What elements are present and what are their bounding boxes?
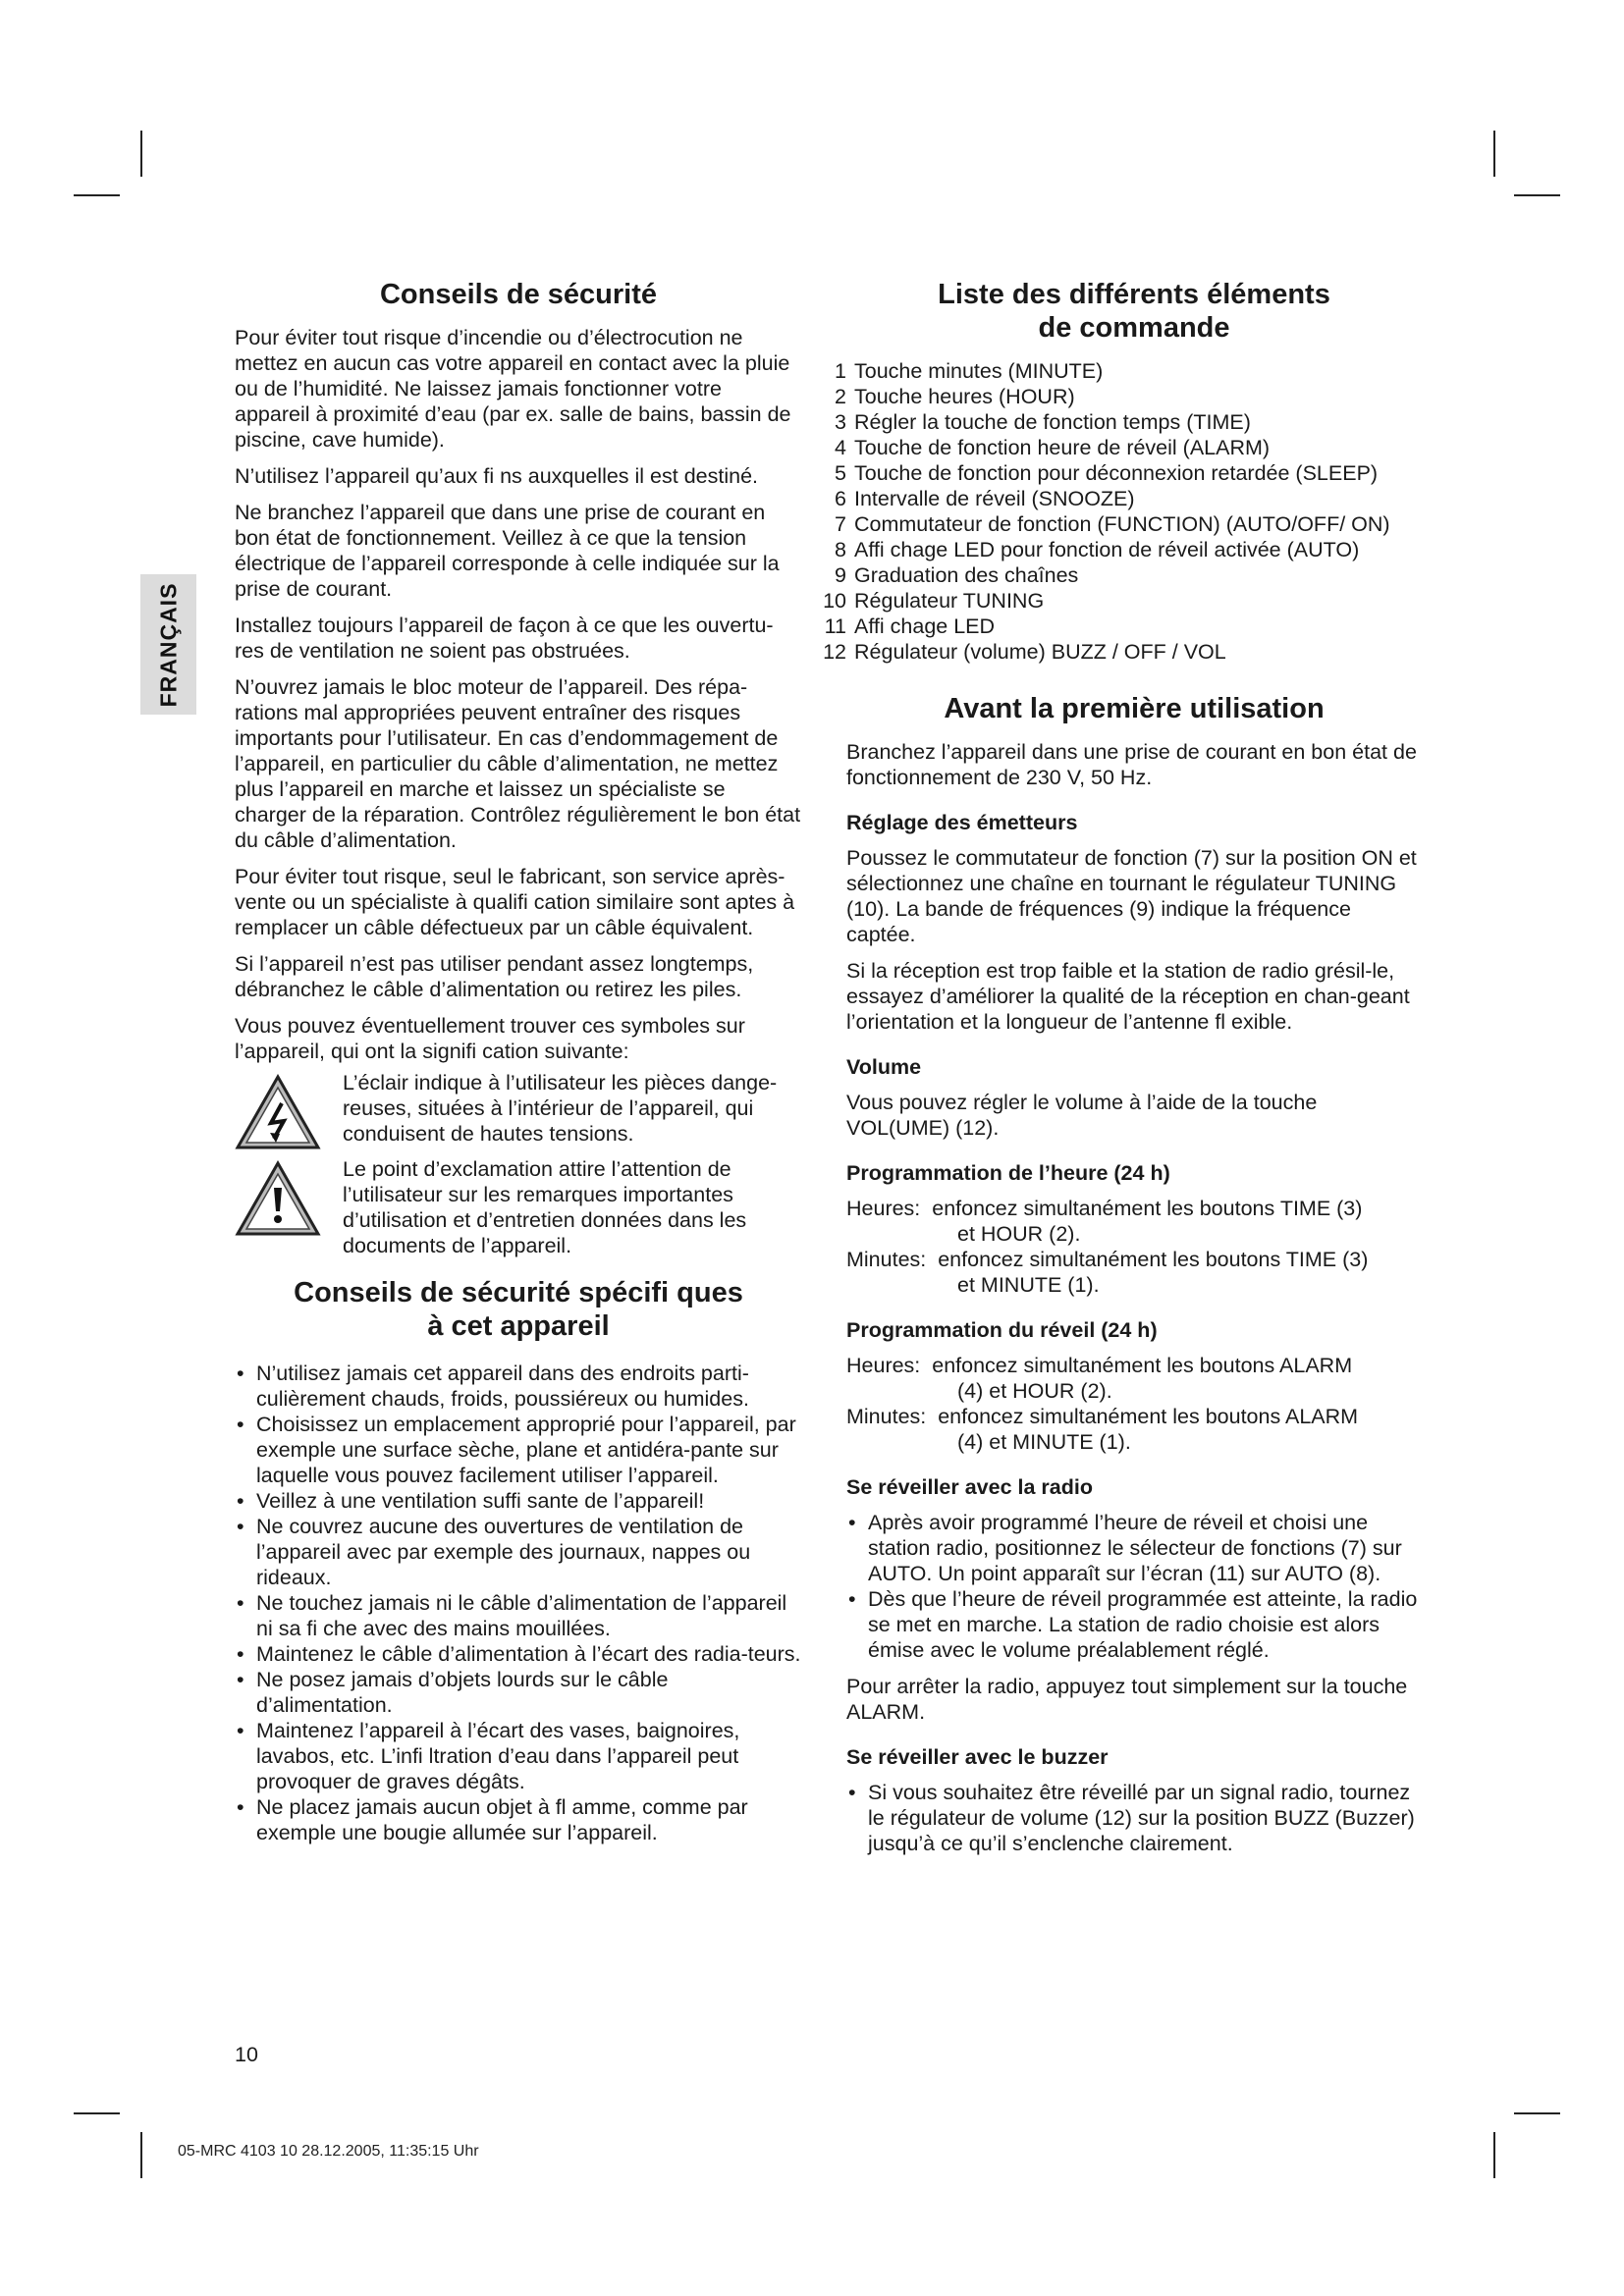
- list-item: 1 Touche minutes (MINUTE): [835, 359, 1104, 383]
- page-number: 10: [235, 2043, 258, 2066]
- specific-safety-title: [235, 1276, 802, 1343]
- list-item: • Veillez à une ventilation suffi sante de l’appareil!: [235, 1488, 802, 1514]
- language-tab: [140, 574, 196, 715]
- list-item: • Si vous souhaitez être réveillé par un signal radio, tournez le régulateur de volume (12) sur la position BUZZ (Buzzer) jusqu’à ce qu’il s’enclenche clairement.: [846, 1780, 1422, 1856]
- time-hours-row: Heures: enfoncez simultanément les boutons TIME (3) et HOUR (2).: [846, 1197, 1363, 1246]
- specific-safety-title-line2: à cet appareil: [427, 1310, 610, 1342]
- lightning-warning-icon: [235, 1074, 321, 1150]
- safety-paragraph: Pour éviter tout risque, seul le fabricant, son service après-vente ou un spécialiste à qualifi cation similaire sont aptes à remplacer un câble défectueux par un câble équivalent.: [235, 865, 795, 939]
- tuning-paragraph: Si la réception est trop faible et la station de radio grésil-le, essayez d’améliorer la qualité de la réception en chan-geant l’orientation et la longueur de l’antenne fl exible.: [846, 959, 1410, 1034]
- safety-paragraph: N’ouvrez jamais le bloc moteur de l’appareil. Des répa-rations mal appropriées peuvent entraîner des risques importants pour l’utilisateur. En cas d’endommagement de l’appareil, en particulier du câble d’alimentation, ne mettez plus l’appareil en marche et laissez un spécialiste se charger de la réparation. Contrôlez régulièrement le bon état du câble d’alimentation.: [235, 675, 801, 852]
- volume-paragraph: Vous pouvez régler le volume à l’aide de la touche VOL(UME) (12).: [846, 1091, 1318, 1140]
- crop-mark: [1514, 194, 1560, 196]
- safety-paragraph: Vous pouvez éventuellement trouver ces symboles sur l’appareil, qui ont la signifi cation suivante:: [235, 1014, 745, 1063]
- tuning-heading: Réglage des émetteurs: [846, 811, 1078, 834]
- lightning-symbol-row: [235, 1070, 802, 1150]
- crop-mark: [140, 131, 142, 177]
- alarm-hours-row: Heures: enfoncez simultanément les boutons ALARM (4) et HOUR (2).: [846, 1354, 1353, 1403]
- safety-title: Conseils de sécurité: [379, 279, 658, 310]
- crop-mark: [1493, 131, 1495, 177]
- list-item: • Choisissez un emplacement approprié pour l’appareil, par exemple une surface sèche, plane et antidéra-pante sur laquelle vous pouvez facilement utiliser l’appareil.: [235, 1412, 802, 1488]
- exclamation-warning-icon: [235, 1160, 321, 1237]
- intro-paragraph: Branchez l’appareil dans une prise de courant en bon état de fonctionnement de 230 V, 50 Hz.: [846, 740, 1417, 789]
- controls-title-line2: de commande: [1038, 312, 1230, 344]
- crop-mark: [1514, 2112, 1560, 2114]
- list-item: 7 Commutateur de fonction (FUNCTION) (AUTO/OFF/ ON): [835, 512, 1390, 536]
- list-item: 3 Régler la touche de fonction temps (TIME): [835, 410, 1251, 434]
- controls-list: [817, 358, 1422, 665]
- list-item: 12 Régulateur (volume) BUZZ / OFF / VOL: [823, 640, 1226, 664]
- list-item: 4 Touche de fonction heure de réveil (ALARM): [835, 436, 1271, 459]
- exclamation-symbol-row: [235, 1156, 802, 1258]
- safety-paragraph: Installez toujours l’appareil de façon à ce que les ouvertu-res de ventilation ne soient pas obstruées.: [235, 614, 774, 663]
- alarm-minutes-row: Minutes: enfoncez simultanément les boutons ALARM (4) et MINUTE (1).: [846, 1405, 1359, 1454]
- language-tab-label: FRANÇAIS: [155, 582, 181, 707]
- list-item: • Ne couvrez aucune des ouvertures de ventilation de l’appareil avec par exemple des journaux, nappes ou rideaux.: [235, 1514, 802, 1590]
- crop-mark: [74, 194, 120, 196]
- list-item: 10 Régulateur TUNING: [823, 589, 1045, 613]
- safety-paragraph: Ne branchez l’appareil que dans une prise de courant en bon état de fonctionnement. Veillez à ce que la tension électrique de l’appareil corresponde à celle indiquée sur la prise de courant.: [235, 501, 780, 601]
- alarm-setting-heading: Programmation du réveil (24 h): [846, 1318, 1158, 1342]
- right-column: [823, 278, 1422, 1856]
- radio-wake-heading: Se réveiller avec la radio: [846, 1475, 1093, 1499]
- list-item: • Maintenez l’appareil à l’écart des vases, baignoires, lavabos, etc. L’infi ltration d’eau dans l’appareil peut provoquer de graves dégâts.: [235, 1718, 802, 1794]
- safety-paragraph: Pour éviter tout risque d’incendie ou d’électrocution ne mettez en aucun cas votre appareil en contact avec la pluie ou de l’humidité. Ne laissez jamais fonctionner votre appareil à proximité d’eau (par ex. salle de bains, bassin de piscine, cave humide).: [235, 326, 791, 452]
- list-item: • Maintenez le câble d’alimentation à l’écart des radia-teurs.: [235, 1641, 802, 1667]
- tuning-paragraph: Poussez le commutateur de fonction (7) sur la position ON et sélectionnez une chaîne en tournant le régulateur TUNING (10). La bande de fréquences (9) indique la fréquence captée.: [846, 846, 1417, 946]
- volume-heading: Volume: [846, 1055, 922, 1079]
- exclamation-symbol-text: Le point d’exclamation attire l’attention de l’utilisateur sur les remarques importantes d’utilisation et d’entretien données dans les documents de l’appareil.: [343, 1157, 747, 1257]
- print-footer: 05-MRC 4103 10 28.12.2005, 11:35:15 Uhr: [178, 2143, 479, 2160]
- buzzer-wake-heading: Se réveiller avec le buzzer: [846, 1745, 1109, 1769]
- list-item: • N’utilisez jamais cet appareil dans des endroits parti-culièrement chauds, froids, poussiéreux ou humides.: [235, 1361, 802, 1412]
- list-item: • Ne touchez jamais ni le câble d’alimentation de l’appareil ni sa fi che avec des mains mouillées.: [235, 1590, 802, 1641]
- crop-mark: [140, 2132, 142, 2178]
- list-item: • Dès que l’heure de réveil programmée est atteinte, la radio se met en marche. La station de radio choisie est alors émise avec le volume préalablement réglé.: [846, 1586, 1422, 1663]
- list-item: 9 Graduation des chaînes: [835, 563, 1079, 587]
- radio-stop-paragraph: Pour arrêter la radio, appuyez tout simplement sur la touche ALARM.: [846, 1675, 1408, 1724]
- list-item: • Ne placez jamais aucun objet à fl amme, comme par exemple une bougie allumée sur l’appareil.: [235, 1794, 802, 1845]
- specific-safety-title-line1: Conseils de sécurité spécifi ques: [294, 1277, 743, 1308]
- buzzer-wake-list: [846, 1780, 1422, 1856]
- list-item: 5 Touche de fonction pour déconnexion retardée (SLEEP): [835, 461, 1379, 485]
- crop-mark: [74, 2112, 120, 2114]
- controls-title: [846, 278, 1422, 345]
- specific-safety-list: [235, 1361, 802, 1845]
- lightning-symbol-text: L’éclair indique à l’utilisateur les pièces dange-reuses, situées à l’intérieur de l’appareil, qui conduisent de hautes tensions.: [343, 1071, 778, 1146]
- list-item: • Ne posez jamais d’objets lourds sur le câble d’alimentation.: [235, 1667, 802, 1718]
- list-item: • Après avoir programmé l’heure de réveil et choisi une station radio, positionnez le sélecteur de fonctions (7) sur AUTO. Un point apparaît sur l’écran (11) sur AUTO (8).: [846, 1510, 1422, 1586]
- crop-mark: [1493, 2132, 1495, 2178]
- radio-wake-list: [846, 1510, 1422, 1663]
- time-setting-heading: Programmation de l’heure (24 h): [846, 1161, 1170, 1185]
- list-item: 11 Affi chage LED: [824, 614, 996, 638]
- time-minutes-row: Minutes: enfoncez simultanément les boutons TIME (3) et MINUTE (1).: [846, 1248, 1369, 1297]
- safety-paragraph: N’utilisez l’appareil qu’aux fi ns auxquelles il est destiné.: [235, 464, 759, 488]
- left-column: [235, 278, 802, 1845]
- controls-title-line1: Liste des différents éléments: [938, 279, 1330, 310]
- before-first-use-title: Avant la première utilisation: [944, 693, 1325, 724]
- safety-paragraph: Si l’appareil n’est pas utiliser pendant assez longtemps, débranchez le câble d’alimentation ou retirez les piles.: [235, 952, 754, 1001]
- list-item: 2 Touche heures (HOUR): [835, 385, 1075, 408]
- list-item: 8 Affi chage LED pour fonction de réveil activée (AUTO): [835, 538, 1360, 561]
- list-item: 6 Intervalle de réveil (SNOOZE): [835, 487, 1135, 510]
